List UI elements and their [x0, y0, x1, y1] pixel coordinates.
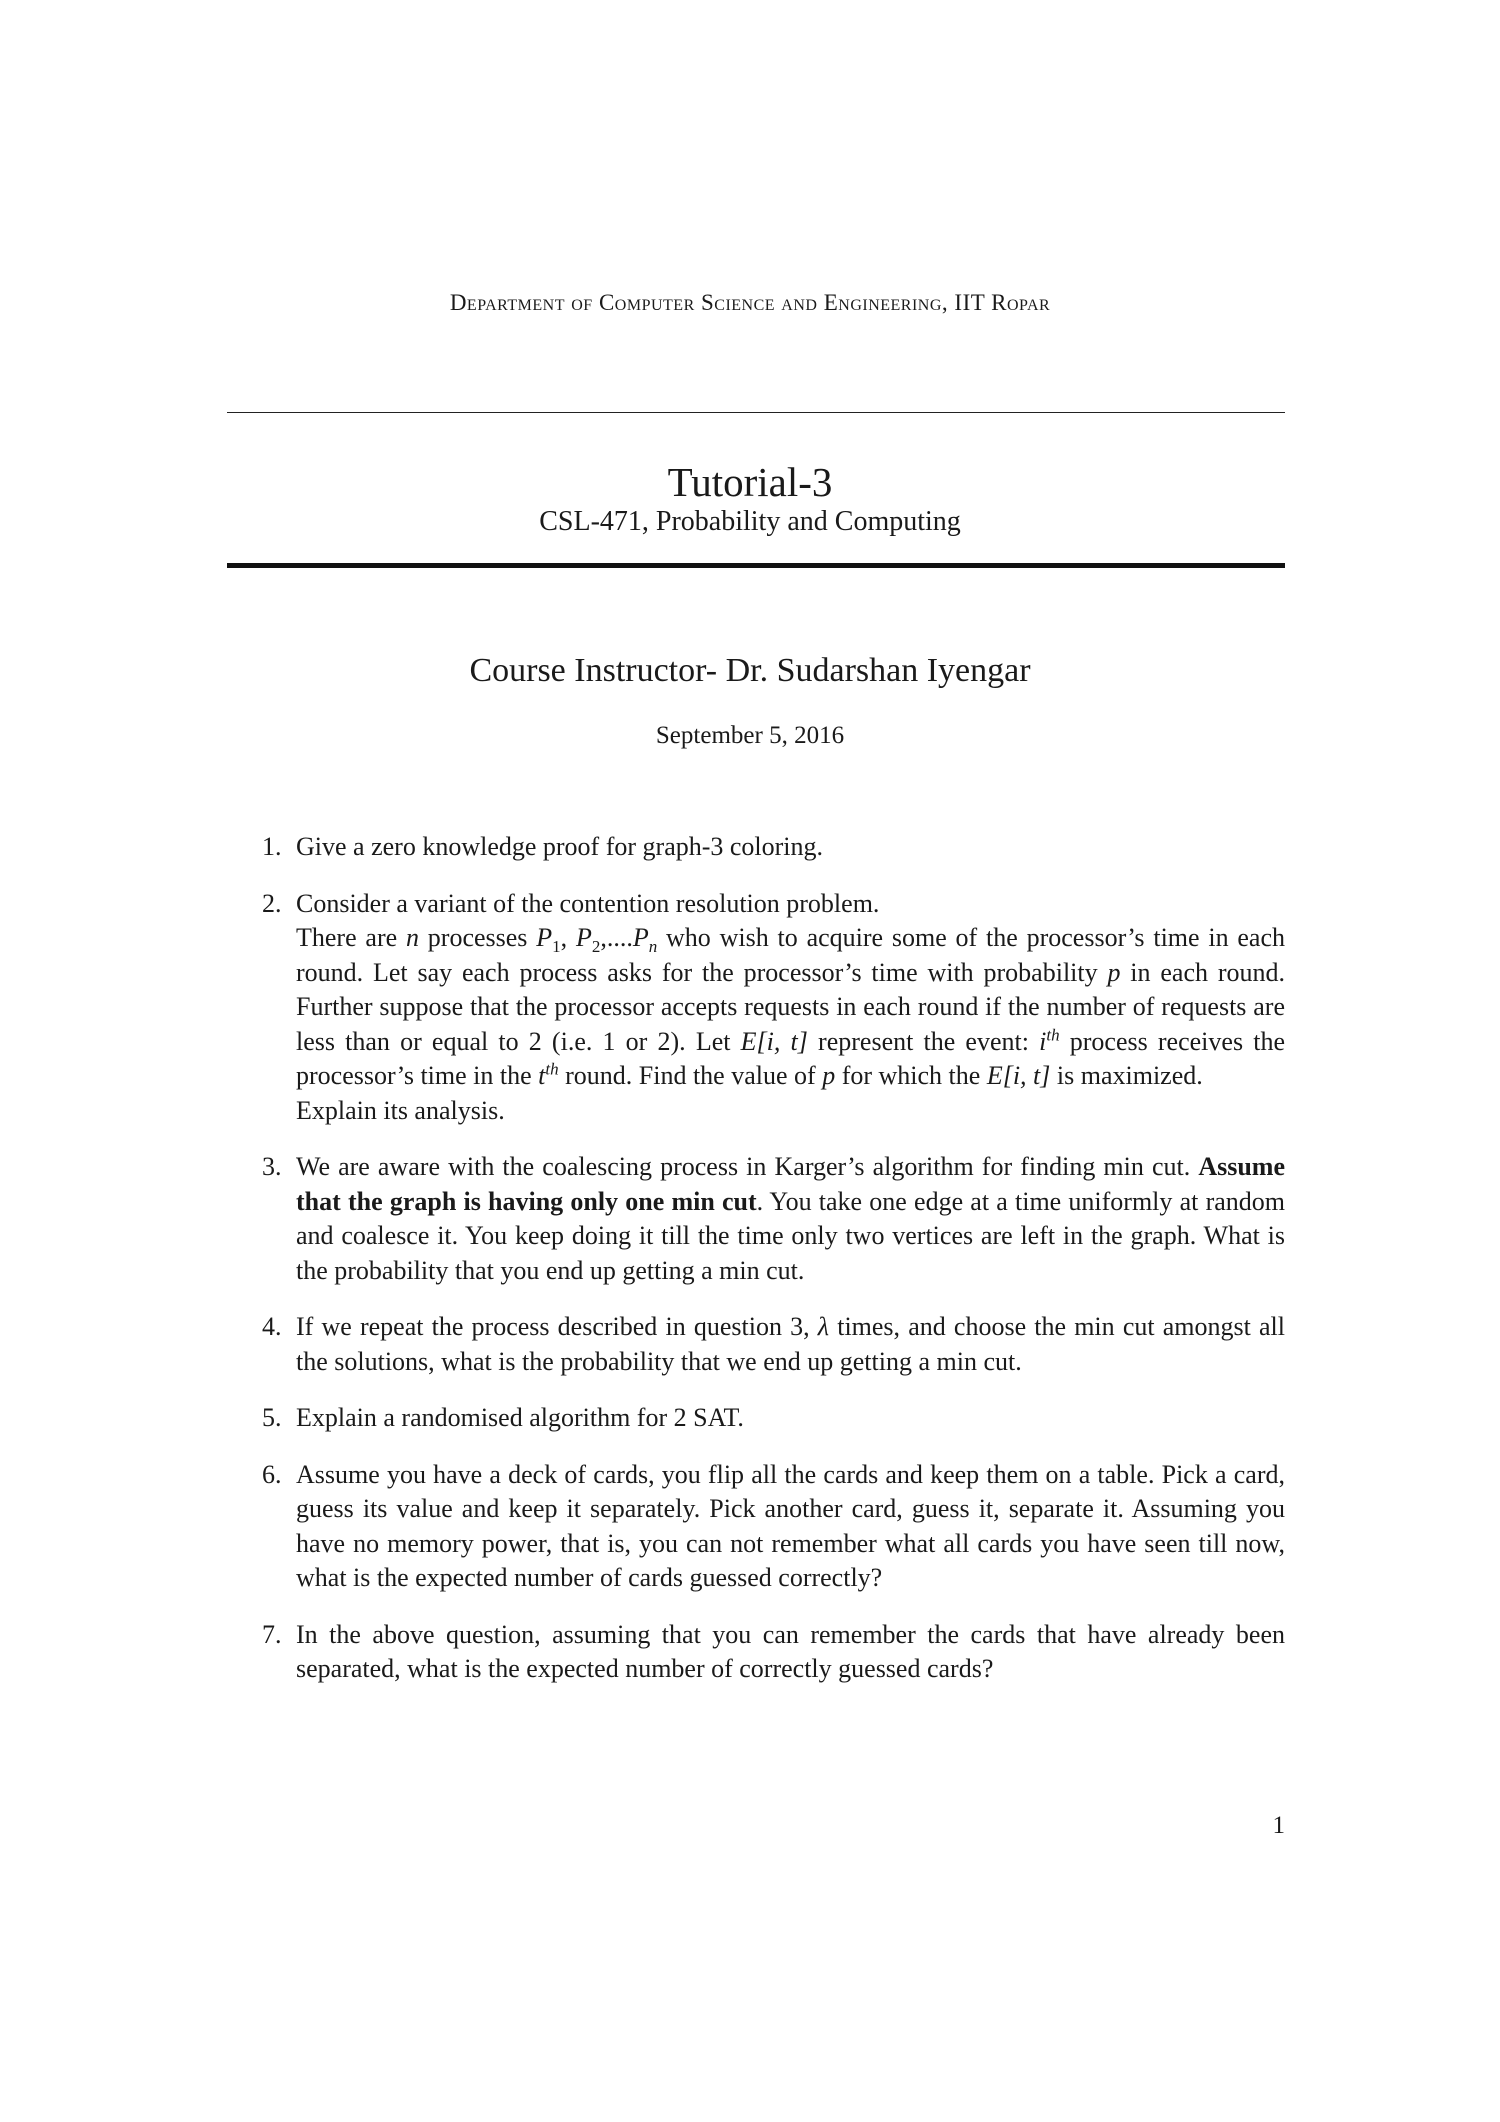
instructor: Course Instructor- Dr. Sudarshan Iyengar — [469, 652, 1031, 689]
top-rule — [227, 412, 1285, 413]
question-number: 6. — [262, 1459, 282, 1489]
department-header: Department of Computer Science and Engineering, IIT Ropar — [449, 290, 1051, 315]
question-1 — [262, 830, 1285, 865]
page-number: 1 — [1272, 1812, 1285, 1839]
question-list — [262, 830, 1286, 1709]
question-7 — [262, 1618, 1285, 1687]
question-text: times, and choose the min cut amongst all the solutions, what is the probability that we end up getting a min cut. — [296, 1312, 1285, 1376]
title-rule — [227, 563, 1285, 568]
question-3 — [262, 1150, 1285, 1288]
question-text: If we repeat the process described in question 3, — [296, 1312, 818, 1341]
question-emphasis: Assume that the graph is having only one min cut — [296, 1152, 1285, 1216]
question-number: 5. — [262, 1403, 282, 1432]
question-text: We are aware with the coalescing process in Karger’s algorithm for finding min cut. — [296, 1152, 1199, 1181]
question-number: 7. — [262, 1619, 282, 1649]
document-title: Tutorial-3 — [667, 459, 833, 505]
question-text: . You take one edge at a time uniformly at random and coalesce it. You keep doing it till the time only two vertices are left in the graph. What is the probability that you end up getting a min cut. — [296, 1186, 1285, 1285]
question-number: 1. — [262, 832, 282, 861]
question-text: Explain a randomised algorithm for 2 SAT. — [296, 1403, 744, 1432]
lambda-symbol: λ — [817, 1312, 830, 1341]
question-6 — [262, 1458, 1285, 1596]
question-4 — [262, 1310, 1285, 1379]
date: September 5, 2016 — [655, 722, 845, 749]
question-text: Consider a variant of the contention resolution problem. — [296, 888, 880, 918]
question-text: Assume you have a deck of cards, you flip all the cards and keep them on a table. Pick a card, guess its value and keep it separately. Pick another card, guess it, separate it. Assuming you have no memory power, that is, you can not remember what all cards you have seen till now, what is the expected number of cards guessed correctly? — [296, 1459, 1285, 1592]
question-5 — [262, 1401, 1285, 1436]
question-number: 2. — [262, 888, 282, 918]
question-number: 4. — [262, 1312, 282, 1341]
course-subtitle: CSL-471, Probability and Computing — [539, 506, 961, 537]
question-number: 3. — [262, 1152, 282, 1181]
question-text: Explain its analysis. — [296, 1095, 505, 1125]
question-2 — [262, 887, 1286, 1129]
question-text: There are n processes $P_1$, $P_2,....P_n$ who wish to acquire some of the processor’s time in each round. Let say each process asks for the processor’s time with probability p in each round. Further suppose that the processor accepts requests in each round if the number of requests are less than or equal to 2 (i.e. 1 or 2). Let E[i, t] represent the event: $i^{th}$ process receives the processor’s time in the $t^{th}$ round. Find the value of p for which the E[i, t] is maximized. — [296, 923, 1286, 1090]
question-text: In the above question, assuming that you can remember the cards that have already been separated, what is the expected number of correctly guessed cards? — [296, 1619, 1285, 1683]
question-text: Give a zero knowledge proof for graph-3 coloring. — [296, 832, 824, 861]
